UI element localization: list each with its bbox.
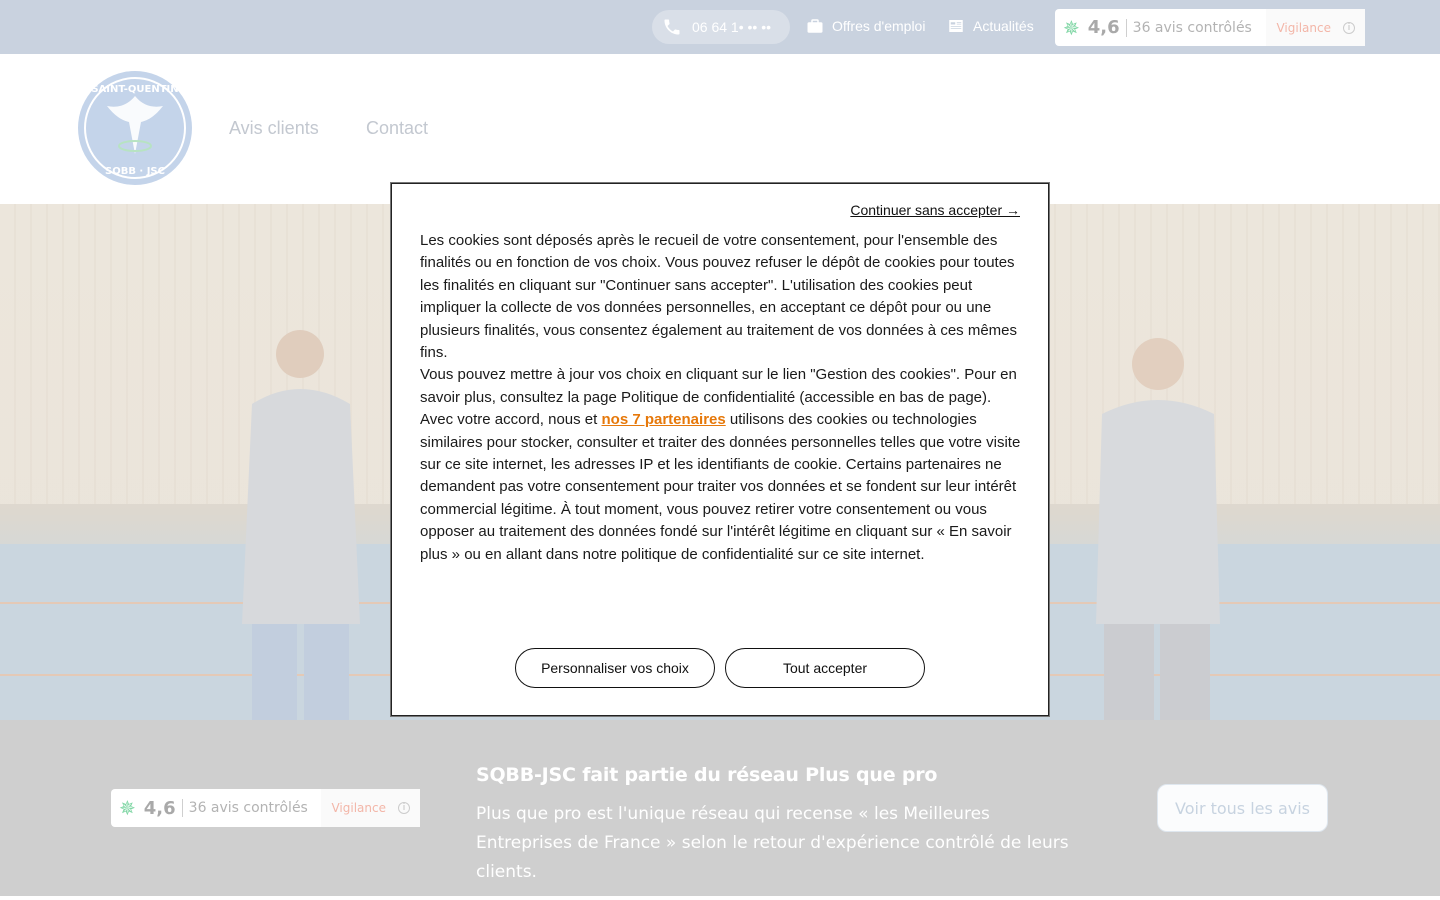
- rating-widget-band[interactable]: [111, 789, 420, 827]
- see-all-reviews-button[interactable]: Voir tous les avis: [1157, 784, 1328, 832]
- partners-link[interactable]: nos 7 partenaires: [601, 411, 726, 429]
- jobs-link[interactable]: [806, 17, 925, 35]
- vigilance-badge[interactable]: [1266, 9, 1365, 46]
- plusquepro-star-icon: ✵: [119, 796, 136, 820]
- band-title: SQBB-JSC fait partie du réseau Plus que pro: [476, 764, 938, 786]
- news-label: Actualités: [973, 18, 1034, 34]
- logo-bottom-text: SQBB · JSC: [105, 166, 165, 177]
- cookie-paragraph-3-end: utilisons des cookies ou technologies similaires pour stocker, consulter et traiter des données personnelles telles que votre visite sur ce site internet, les adresses IP et les identifiants de cookie. Certains partenaires ne demandent pas votre consentement pour traiter vos données et se fondent sur leur intérêt commercial légitime. À tout moment, vous pouvez retirer votre consentement ou vous opposer au traitement des données fondé sur l'intérêt légitime en cliquant sur « En savoir plus » ou en allant dans notre politique de confidentialité sur ce site internet.: [420, 411, 1021, 563]
- vigilance-label: Vigilance: [1276, 20, 1331, 35]
- person-figure: [1080, 334, 1230, 720]
- site-header: [0, 54, 1440, 204]
- nav-link-avis-clients[interactable]: Avis clients: [229, 118, 319, 138]
- jobs-label: Offres d'emploi: [832, 18, 926, 34]
- rating-divider: [1126, 19, 1127, 37]
- cookie-consent-dialog: [391, 183, 1049, 716]
- cookie-paragraph-2: Vous pouvez mettre à jour vos choix en cliquant sur le lien "Gestion des cookies". Pour en savoir plus, consultez la page Politique de confidentialité (accessible en bas de page).: [420, 366, 1017, 406]
- band-description: Plus que pro est l'unique réseau qui recense « les Meilleures Entreprises de France » selon le retour d'expérience contrôlé de leurs clients.: [476, 804, 1069, 882]
- info-icon[interactable]: i: [1343, 22, 1355, 34]
- logo-top-text: SAINT-QUENTIN: [91, 84, 179, 95]
- rating-score: 4,6: [1087, 17, 1120, 38]
- rating-widget-top[interactable]: [1055, 9, 1365, 46]
- plusquepro-star-icon: ✵: [1063, 15, 1080, 40]
- phone-icon: [662, 17, 682, 37]
- accept-all-button[interactable]: Tout accepter: [725, 648, 925, 688]
- cookie-paragraph-3-start: Avec votre accord, nous et: [420, 411, 602, 429]
- cookie-paragraph-1: Les cookies sont déposés après le recueil de votre consentement, pour l'ensemble des finalités ou en fonction de vos choix. Vous pouvez refuser le dépôt de cookies pour toutes les finalités en cliquant sur "Continuer sans accepter". L'utilisation des cookies peut impliquer la collecte de vos données personnelles, en acceptant ce dépôt pour ou une plusieurs finalités, vous consentez également au traitement de vos données à ces mêmes fins.: [420, 232, 1017, 362]
- briefcase-icon: [806, 17, 824, 35]
- phone-button[interactable]: [652, 10, 790, 44]
- rating-divider: [182, 799, 183, 817]
- plusquepro-band: [0, 720, 1440, 896]
- vigilance-badge[interactable]: [321, 789, 420, 827]
- continue-without-accepting-link[interactable]: Continuer sans accepter →: [850, 202, 1020, 218]
- phone-number: 06 64 1• •• ••: [692, 19, 771, 35]
- rating-count: 36 avis contrôlés: [188, 800, 308, 816]
- top-bar: [0, 0, 1440, 54]
- rating-count: 36 avis contrôlés: [1132, 19, 1252, 36]
- club-logo[interactable]: [77, 70, 193, 186]
- cookie-text: [420, 230, 1022, 566]
- customize-choices-button[interactable]: Personnaliser vos choix: [515, 648, 715, 688]
- info-icon[interactable]: i: [398, 802, 410, 814]
- rating-score: 4,6: [143, 797, 176, 819]
- cookie-paragraph-3: [420, 409, 1022, 566]
- person-figure: [222, 324, 372, 720]
- footer-edge: [0, 896, 1440, 900]
- newspaper-icon: [947, 17, 965, 35]
- news-link[interactable]: [947, 17, 1034, 35]
- nav-link-contact[interactable]: Contact: [366, 118, 429, 138]
- vigilance-label: Vigilance: [331, 801, 386, 815]
